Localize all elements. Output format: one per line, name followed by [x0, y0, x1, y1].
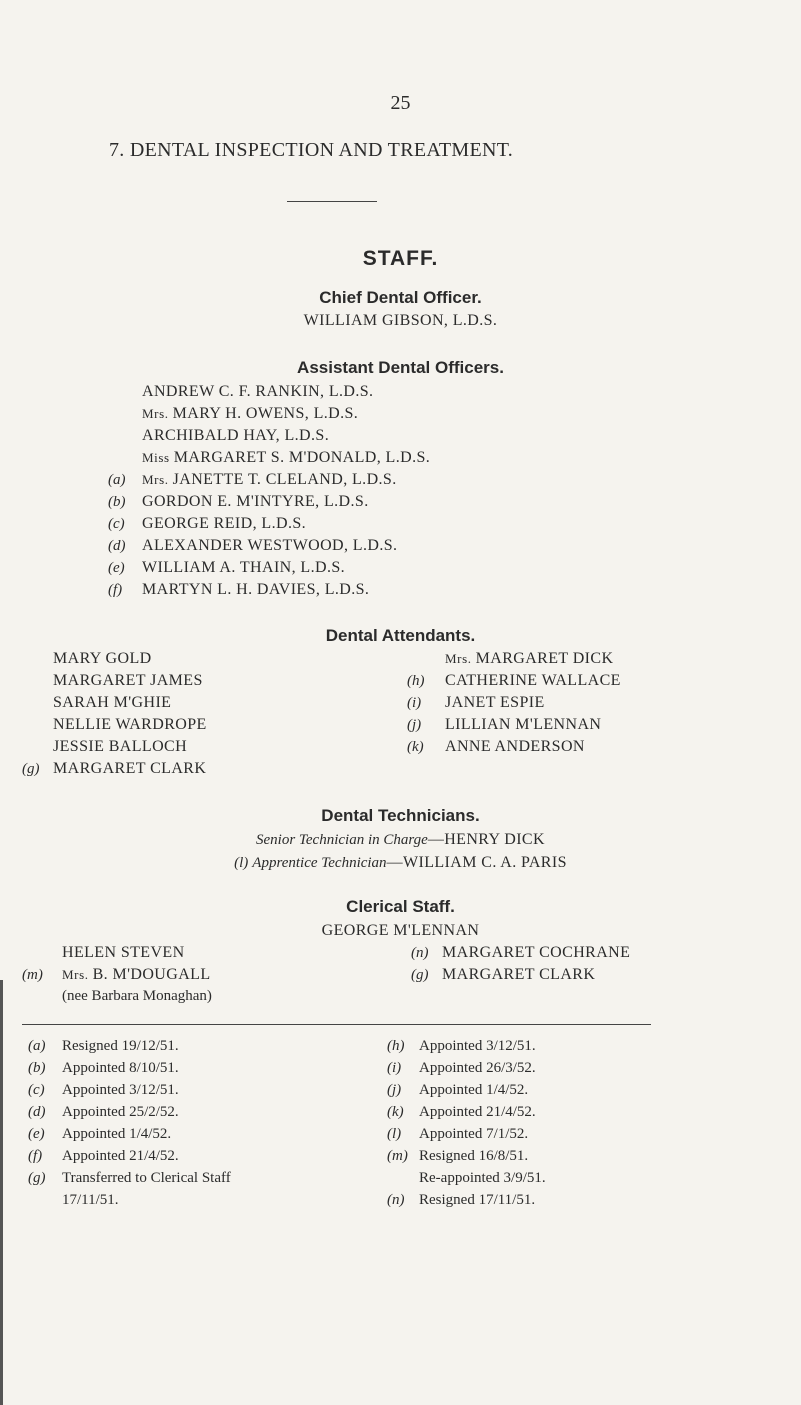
footnote — [28, 1060, 179, 1077]
notes-divider — [22, 1024, 651, 1025]
item-mark: (n) — [411, 945, 429, 961]
item-mark: (d) — [28, 1104, 46, 1120]
item-name: MARGARET CLARK — [442, 966, 596, 983]
footnote — [28, 1148, 179, 1165]
list-item — [108, 493, 369, 511]
item-mark: (c) — [28, 1082, 45, 1098]
item-mark: (d) — [108, 538, 126, 554]
list-item — [108, 581, 370, 599]
list-item — [407, 694, 545, 712]
item-name: JANET ESPIE — [445, 694, 545, 711]
senior-technician-name: —HENRY DICK — [427, 831, 545, 848]
item-name: MARGARET COCHRANE — [442, 944, 631, 961]
item-mark: (g) — [22, 761, 40, 777]
list-item — [407, 738, 585, 756]
list-item — [108, 515, 307, 533]
item-mark: (b) — [108, 494, 126, 510]
list-item: SARAH M'GHIE — [53, 694, 172, 711]
item-text: Resigned 16/8/51. — [419, 1148, 529, 1164]
item-text: Appointed 25/2/52. — [62, 1104, 179, 1120]
list-item — [108, 471, 397, 489]
clerical-lead-name: GEORGE M'LENNAN — [321, 922, 480, 939]
item-text: Appointed 8/10/51. — [62, 1060, 179, 1076]
item-name: CATHERINE WALLACE — [445, 672, 621, 689]
item-mark: (i) — [387, 1060, 402, 1076]
item-mark: (a) — [108, 472, 126, 488]
clerical-name — [411, 944, 631, 962]
item-text: 17/11/51. — [62, 1192, 119, 1208]
chief-heading: Chief Dental Officer. — [319, 288, 482, 307]
item-title: Miss — [142, 450, 170, 465]
item-title: Mrs. — [445, 651, 472, 666]
footnote — [28, 1104, 179, 1121]
item-mark: (h) — [407, 673, 425, 689]
item-text: Appointed 3/12/51. — [419, 1038, 536, 1054]
list-item: MARY GOLD — [53, 650, 152, 667]
footnote — [387, 1148, 529, 1165]
item-mark: (e) — [108, 560, 125, 576]
apprentice-technician-line — [0, 854, 801, 872]
list-item — [108, 559, 346, 577]
item-name: MARGARET DICK — [475, 650, 614, 667]
apprentice-technician-name: —WILLIAM C. A. PARIS — [386, 854, 567, 871]
list-item: MARGARET JAMES — [53, 672, 203, 689]
item-text: Appointed 1/4/52. — [419, 1082, 529, 1098]
item-name: GORDON E. M'INTYRE, L.D.S. — [142, 493, 369, 510]
item-title: Mrs. — [142, 472, 169, 487]
item-name: GEORGE REID, L.D.S. — [142, 515, 307, 532]
item-text: Appointed 26/3/52. — [419, 1060, 536, 1076]
item-mark: (k) — [387, 1104, 404, 1120]
footnote — [28, 1170, 231, 1187]
item-mark: (f) — [108, 582, 123, 598]
clerical-heading: Clerical Staff. — [346, 897, 455, 916]
item-mark: (m) — [22, 967, 43, 983]
item-mark: (g) — [28, 1170, 46, 1186]
list-item — [407, 716, 602, 734]
technicians-heading: Dental Technicians. — [321, 806, 480, 825]
page-number: 25 — [390, 92, 411, 114]
item-name: MARGARET S. M'DONALD, L.D.S. — [173, 449, 431, 466]
clerical-name — [22, 966, 211, 984]
item-name: LILLIAN M'LENNAN — [445, 716, 602, 733]
item-mark: (e) — [28, 1126, 45, 1142]
item-mark: (j) — [387, 1082, 402, 1098]
list-item — [22, 760, 207, 778]
item-mark: (c) — [108, 516, 125, 532]
section-title: 7. DENTAL INSPECTION AND TREATMENT. — [109, 139, 514, 161]
senior-technician-line — [0, 831, 801, 849]
list-item — [407, 672, 621, 690]
footnote — [387, 1192, 536, 1209]
item-name: ALEXANDER WESTWOOD, L.D.S. — [142, 537, 398, 554]
item-mark: (l) — [387, 1126, 402, 1142]
clerical-name — [411, 966, 596, 984]
chief-name: WILLIAM GIBSON, L.D.S. — [303, 312, 498, 329]
item-name: MARY H. OWENS, L.D.S. — [172, 405, 359, 422]
item-name: ANDREW C. F. RANKIN, L.D.S. — [142, 383, 374, 400]
item-name: JANETTE T. CLELAND, L.D.S. — [172, 471, 397, 488]
list-item: JESSIE BALLOCH — [53, 738, 188, 755]
item-mark: (n) — [387, 1192, 405, 1208]
clerical-nee-note: (nee Barbara Monaghan) — [62, 988, 212, 1004]
footnote — [387, 1038, 536, 1055]
item-name: B. M'DOUGALL — [92, 966, 211, 983]
list-item — [108, 537, 398, 555]
footnote — [387, 1060, 536, 1077]
attendants-heading: Dental Attendants. — [325, 626, 476, 645]
item-text: Appointed 1/4/52. — [62, 1126, 172, 1142]
item-name: ANNE ANDERSON — [445, 738, 585, 755]
item-text: Resigned 17/11/51. — [419, 1192, 536, 1208]
item-mark: (g) — [411, 967, 429, 983]
clerical-name: HELEN STEVEN — [62, 944, 185, 961]
item-title: Mrs. — [142, 406, 169, 421]
footnote — [387, 1082, 529, 1099]
item-text: Re-appointed 3/9/51. — [419, 1170, 546, 1186]
item-mark: (j) — [407, 717, 422, 733]
item-name: WILLIAM A. THAIN, L.D.S. — [142, 559, 346, 576]
apprentice-mark: (l) — [234, 855, 249, 871]
item-title: Mrs. — [62, 967, 89, 982]
item-text: Appointed 3/12/51. — [62, 1082, 179, 1098]
apprentice-technician-role: Apprentice Technician — [252, 855, 387, 871]
item-name: MARTYN L. H. DAVIES, L.D.S. — [142, 581, 370, 598]
footnote — [387, 1104, 536, 1121]
footnote — [28, 1038, 179, 1055]
assistants-heading: Assistant Dental Officers. — [297, 358, 504, 377]
footnote — [28, 1082, 179, 1099]
title-divider — [287, 201, 377, 202]
staff-heading: STAFF. — [362, 247, 439, 270]
item-mark: (i) — [407, 695, 422, 711]
item-text: Transferred to Clerical Staff — [62, 1170, 231, 1186]
footnote — [28, 1126, 172, 1143]
item-mark: (m) — [387, 1148, 408, 1164]
senior-technician-role: Senior Technician in Charge — [256, 832, 428, 848]
item-mark: (a) — [28, 1038, 46, 1054]
item-name: MARGARET CLARK — [53, 760, 207, 777]
item-mark: (f) — [28, 1148, 43, 1164]
item-mark: (k) — [407, 739, 424, 755]
item-text: Appointed 21/4/52. — [419, 1104, 536, 1120]
footnote — [387, 1126, 529, 1143]
item-mark: (b) — [28, 1060, 46, 1076]
item-name: ARCHIBALD HAY, L.D.S. — [142, 427, 330, 444]
item-text: Resigned 19/12/51. — [62, 1038, 179, 1054]
list-item: NELLIE WARDROPE — [53, 716, 207, 733]
item-text: Appointed 7/1/52. — [419, 1126, 529, 1142]
item-mark: (h) — [387, 1038, 405, 1054]
item-text: Appointed 21/4/52. — [62, 1148, 179, 1164]
page-binding-edge — [0, 980, 3, 1405]
